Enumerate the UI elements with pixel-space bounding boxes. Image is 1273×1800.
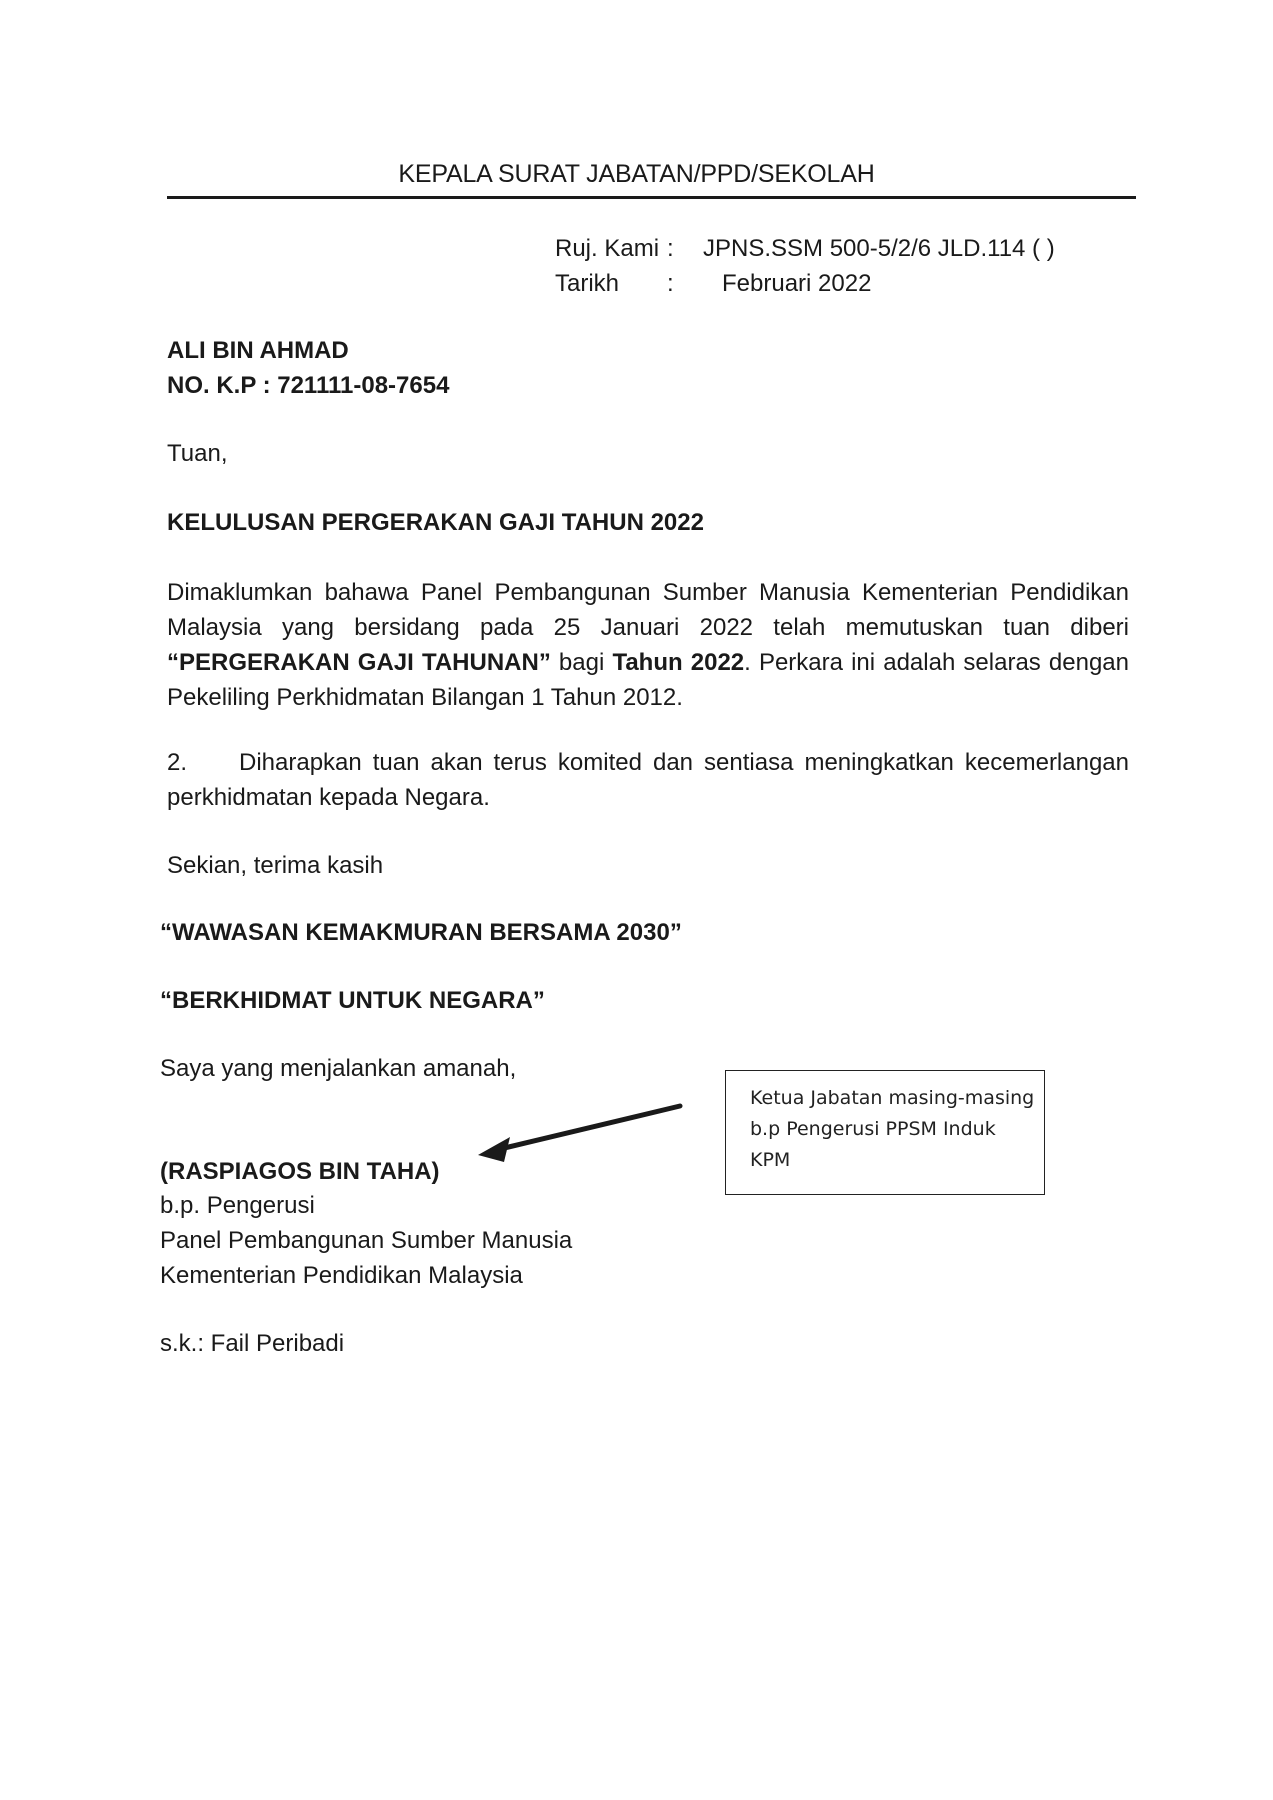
reference-label: Ruj. Kami bbox=[555, 235, 660, 262]
arrow-pointer-icon bbox=[470, 1095, 690, 1165]
reference-colon: : bbox=[667, 235, 674, 262]
reference-value: JPNS.SSM 500-5/2/6 JLD.114 ( ) bbox=[703, 235, 1055, 262]
annotation-line-2: b.p Pengerusi PPSM Induk bbox=[750, 1118, 996, 1140]
paragraph-1-text: . Perkara ini adalah selaras dengan Pekeliling Perkhidmatan Bilangan 1 Tahun 2012. bbox=[167, 649, 1129, 711]
paragraph-1-emphasis: “PERGERAKAN GAJI TAHUNAN” bbox=[167, 649, 551, 676]
carbon-copy-line: s.k.: Fail Peribadi bbox=[160, 1330, 345, 1357]
recipient-name: ALI BIN AHMAD bbox=[167, 337, 349, 364]
motto-wawasan: “WAWASAN KEMAKMURAN BERSAMA 2030” bbox=[160, 919, 682, 946]
date-label: Tarikh bbox=[555, 270, 620, 297]
subject-heading: KELULUSAN PERGERAKAN GAJI TAHUN 2022 bbox=[167, 509, 704, 536]
paragraph-1-text: Dimaklumkan bahawa Panel Pembangunan Sumber Manusia Kementerian Pendidikan Malaysia yang bersidang pada 25 Januari 2022 telah memutuskan tuan diberi bbox=[167, 579, 1129, 641]
signatory-position: b.p. Pengerusi bbox=[160, 1192, 315, 1219]
paragraph-1 bbox=[167, 575, 1129, 715]
signatory-name: (RASPIAGOS BIN TAHA) bbox=[160, 1158, 440, 1185]
paragraph-2-number: 2. bbox=[167, 749, 188, 776]
reference-line bbox=[555, 235, 1055, 263]
closing-line: Sekian, terima kasih bbox=[167, 852, 384, 879]
motto-berkhidmat: “BERKHIDMAT UNTUK NEGARA” bbox=[160, 987, 545, 1014]
annotation-line-3: KPM bbox=[750, 1149, 791, 1171]
date-colon: : bbox=[667, 270, 674, 297]
paragraph-1-text: bagi bbox=[550, 649, 613, 676]
letterhead-title: KEPALA SURAT JABATAN/PPD/SEKOLAH bbox=[398, 160, 875, 188]
signatory-ministry: Kementerian Pendidikan Malaysia bbox=[160, 1262, 523, 1289]
annotation-box bbox=[725, 1070, 1045, 1195]
paragraph-1-year: Tahun 2022 bbox=[612, 649, 745, 676]
paragraph-2-text: Diharapkan tuan akan terus komited dan sentiasa meningkatkan kecemerlangan perkhidmatan kepada Negara. bbox=[167, 749, 1129, 811]
recipient-ic: NO. K.P : 721111-08-7654 bbox=[167, 372, 450, 399]
annotation-line-1: Ketua Jabatan masing-masing bbox=[750, 1087, 1035, 1109]
paragraph-2 bbox=[167, 745, 1129, 815]
letterhead-divider bbox=[167, 196, 1136, 199]
salutation: Tuan, bbox=[167, 440, 228, 467]
signatory-panel: Panel Pembangunan Sumber Manusia bbox=[160, 1227, 573, 1254]
signoff-line: Saya yang menjalankan amanah, bbox=[160, 1055, 517, 1082]
date-value: Februari 2022 bbox=[722, 270, 872, 297]
date-line bbox=[555, 270, 871, 298]
